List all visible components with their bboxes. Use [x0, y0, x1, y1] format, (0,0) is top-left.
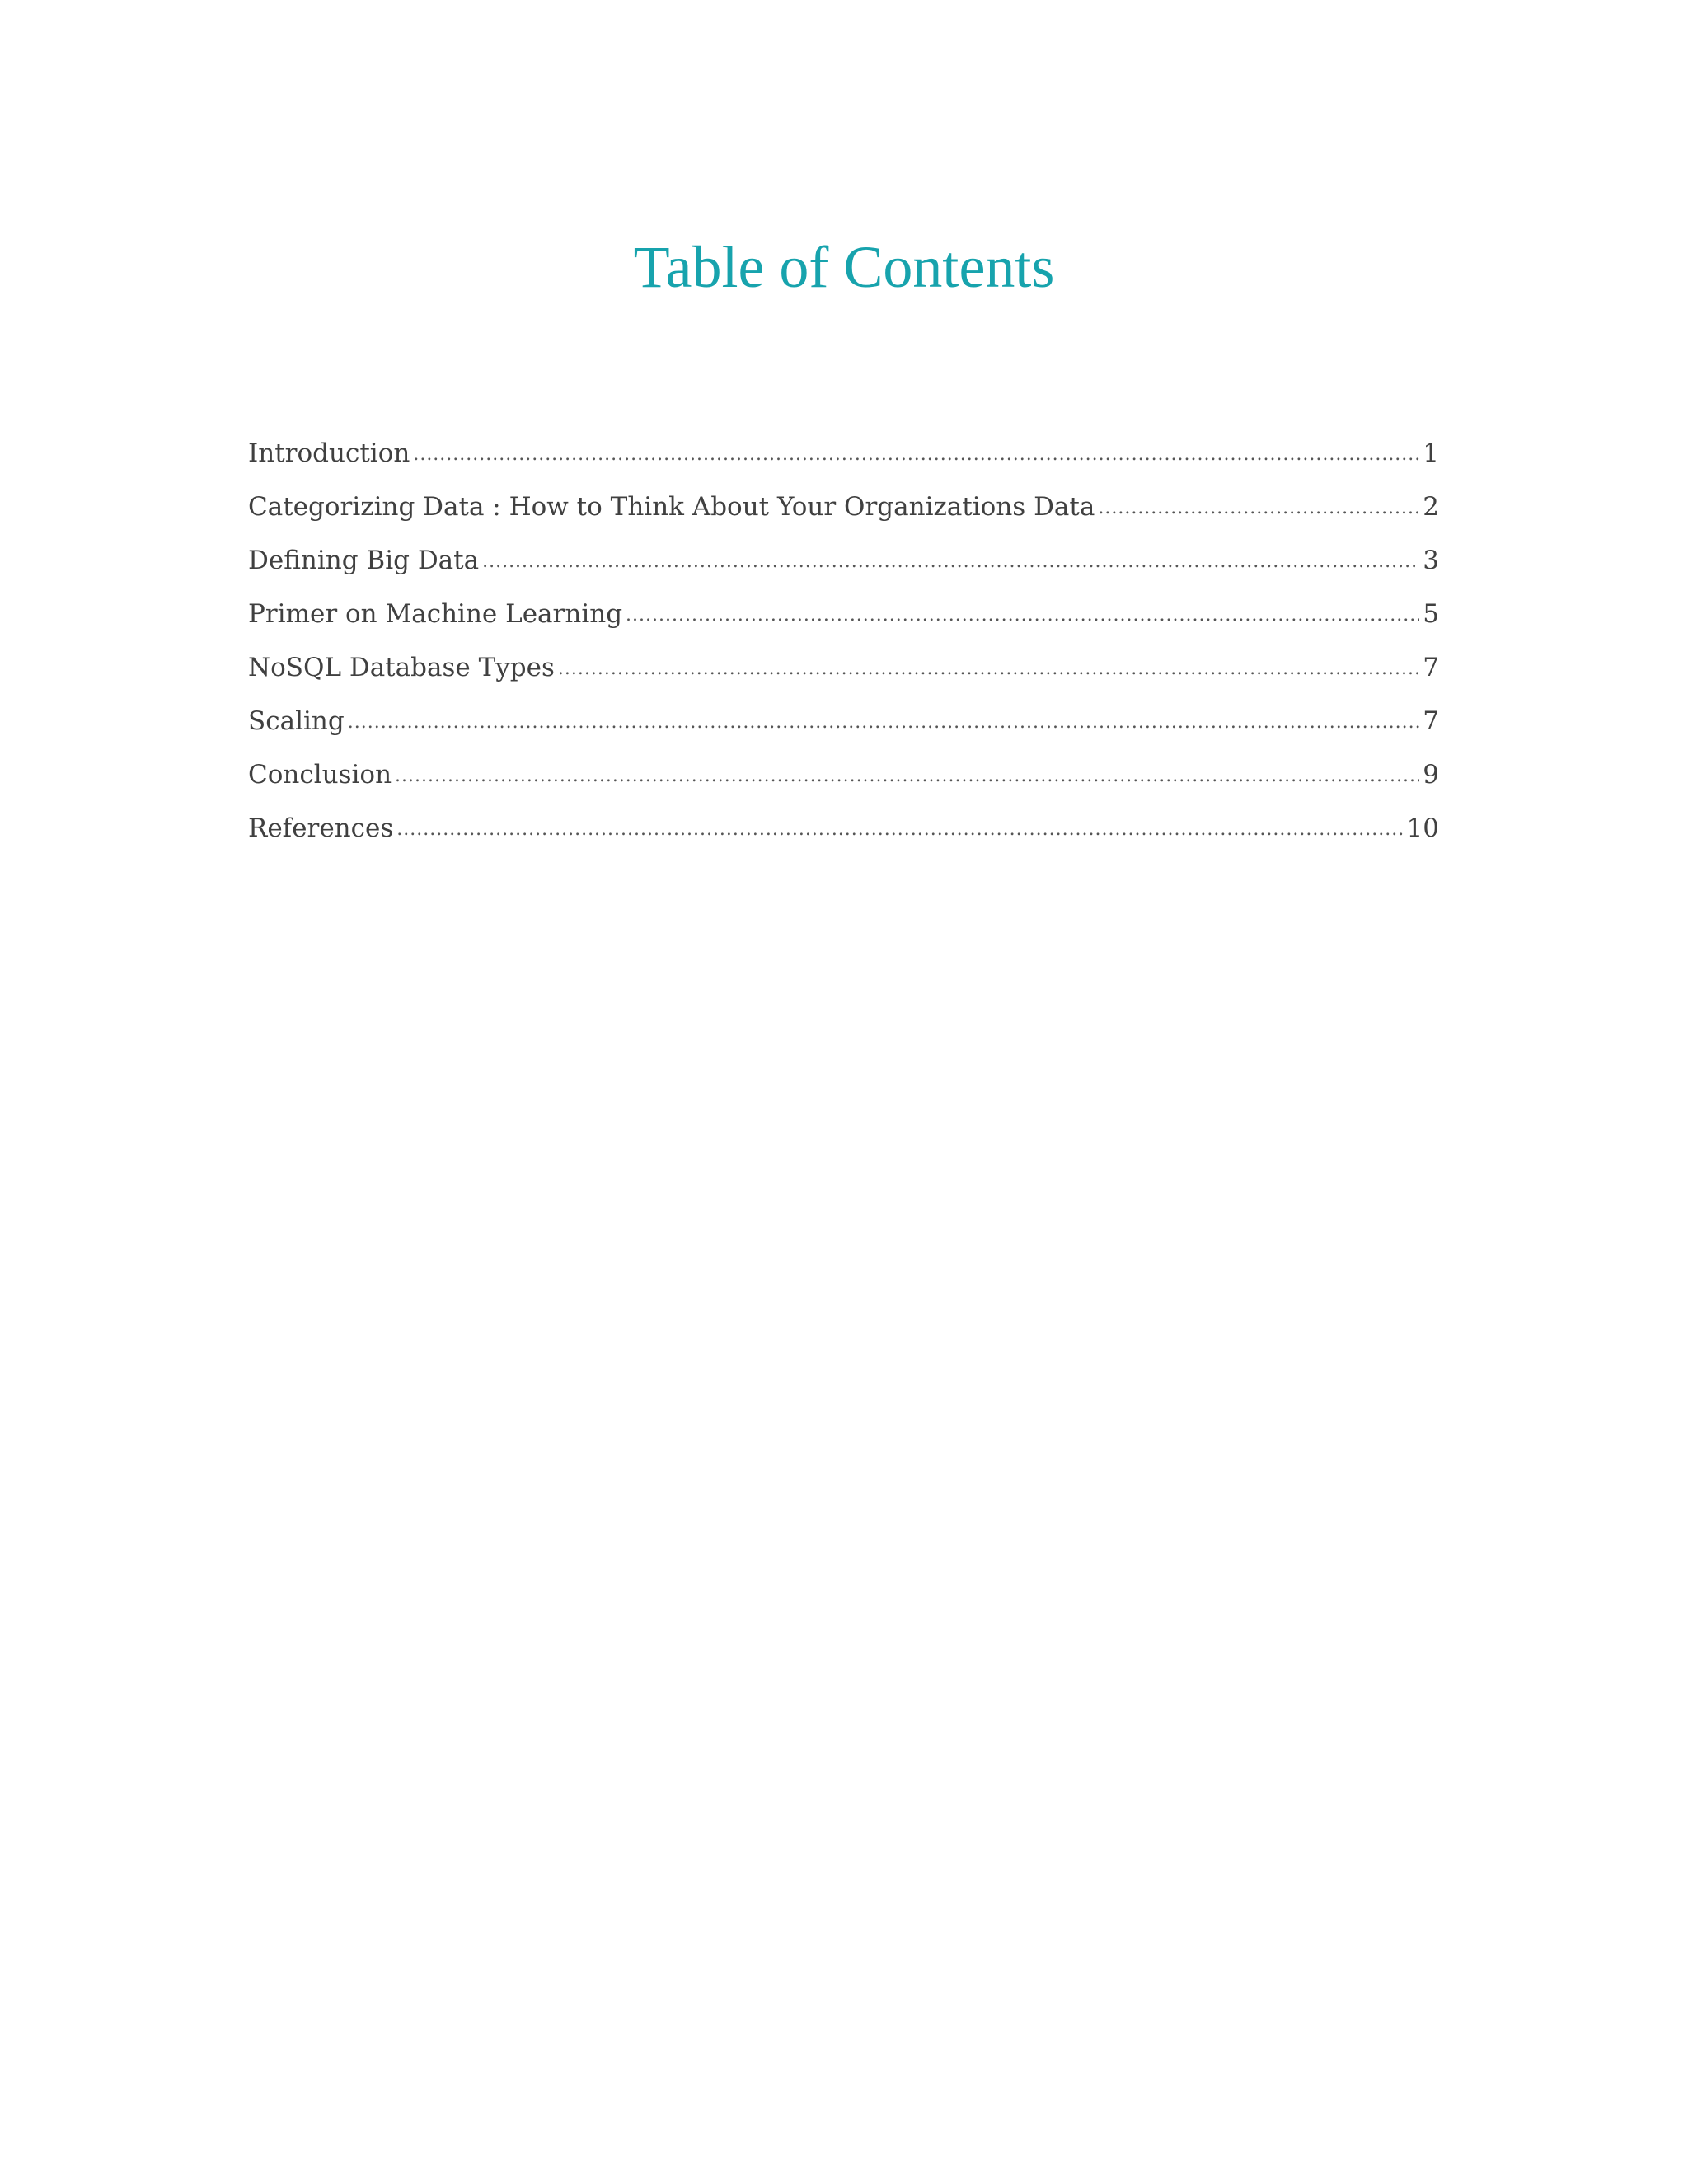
toc-entry-label: NoSQL Database Types: [248, 653, 555, 682]
toc-entry-label: Introduction: [248, 438, 410, 468]
toc-entry-page-number: 5: [1423, 599, 1439, 629]
toc-entry-label: References: [248, 813, 394, 843]
toc-dot-leader: [558, 658, 1419, 679]
toc-entry-page-number: 2: [1423, 492, 1439, 522]
toc-title: Table of Contents: [633, 234, 1055, 300]
toc-dot-leader: [348, 712, 1420, 733]
toc-entry-nosql-database-types[interactable]: [248, 653, 1439, 706]
toc-entry-label: Conclusion: [248, 760, 392, 790]
toc-entry-references[interactable]: [248, 813, 1439, 867]
toc-entry-primer-machine-learning[interactable]: [248, 599, 1439, 653]
toc-entry-introduction[interactable]: [248, 438, 1439, 492]
toc-dot-leader: [413, 444, 1419, 465]
toc-dot-leader: [1098, 498, 1419, 518]
toc-entry-scaling[interactable]: [248, 706, 1439, 760]
toc-entry-page-number: 9: [1423, 760, 1439, 790]
toc-entry-label: Categorizing Data : How to Think About Your Organizations Data: [248, 492, 1095, 522]
toc-entry-label: Defining Big Data: [248, 546, 480, 575]
toc-entry-categorizing-data[interactable]: [248, 492, 1439, 546]
toc-dot-leader: [395, 766, 1419, 786]
toc-entry-conclusion[interactable]: [248, 760, 1439, 813]
toc-dot-leader: [396, 819, 1403, 840]
toc-entry-page-number: 1: [1423, 438, 1439, 468]
toc-dot-leader: [482, 551, 1419, 572]
toc-entry-label: Primer on Machine Learning: [248, 599, 623, 629]
toc-entry-page-number: 3: [1423, 546, 1439, 575]
toc-dot-leader: [626, 605, 1419, 626]
toc-entry-page-number: 7: [1423, 653, 1439, 682]
toc-entry-label: Scaling: [248, 706, 345, 736]
toc-entry-defining-big-data[interactable]: [248, 546, 1439, 599]
toc-list: [248, 438, 1439, 867]
toc-entry-page-number: 7: [1423, 706, 1439, 736]
toc-entry-page-number: 10: [1406, 813, 1439, 843]
